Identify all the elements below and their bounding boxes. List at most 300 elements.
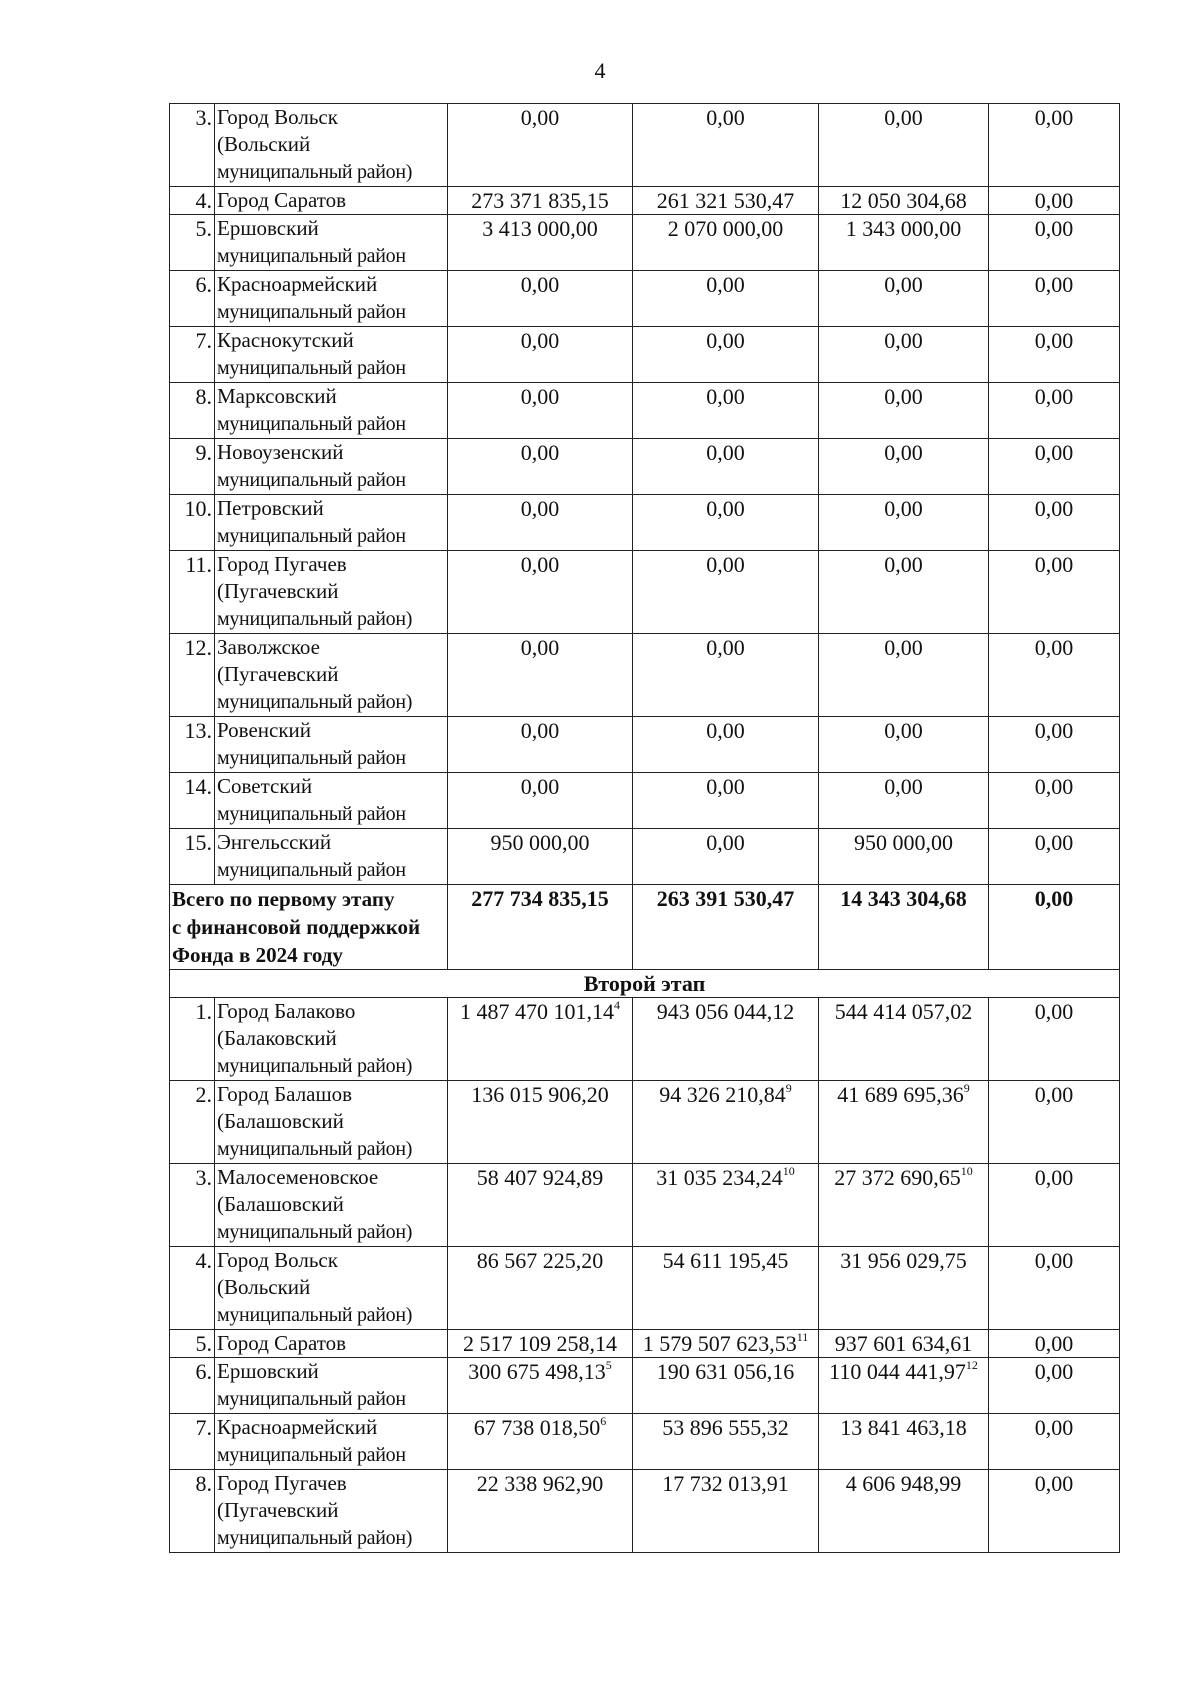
regional-cell <box>819 327 989 383</box>
total-cost-cell <box>448 551 633 634</box>
regional-cell-text: 0,00 <box>884 635 923 660</box>
municipality-name <box>215 271 448 327</box>
local-cell-text: 0,00 <box>1034 1248 1074 1273</box>
name-line: муниципальный район <box>217 1388 406 1410</box>
total-cost-cell <box>448 773 633 829</box>
fund-cell-text: 0,00 <box>706 774 745 799</box>
stage2-title: Второй этап <box>170 970 1120 998</box>
local-cell <box>989 829 1120 885</box>
municipality-name <box>215 829 448 885</box>
regional-cell-text: 14 343 304,68 <box>840 886 967 911</box>
name-line: Энгельсский <box>217 830 332 854</box>
name-line: (Вольский <box>217 1275 311 1299</box>
name-line: муниципальный район <box>217 525 406 547</box>
municipality-name <box>215 717 448 773</box>
stage2-row <box>170 1470 1120 1553</box>
total-cost-cell <box>448 215 633 271</box>
fund-cell-text: 0,00 <box>706 272 745 297</box>
row-number: 5. <box>170 215 215 271</box>
local-cell <box>989 1358 1120 1414</box>
fund-cell-text: 0,00 <box>706 384 745 409</box>
local-cell-text: 0,00 <box>1034 1471 1074 1496</box>
name-line: Красноармейский <box>217 1415 378 1439</box>
total-cost-cell <box>448 187 633 215</box>
name-line: Советский <box>217 774 313 798</box>
regional-cell-text: 0,00 <box>884 718 923 743</box>
municipality-name <box>215 998 448 1081</box>
municipality-name <box>215 1414 448 1470</box>
footnote-mark: 5 <box>605 1358 612 1372</box>
total-cost-cell-text: 1 487 470 101,14 <box>460 999 614 1024</box>
fund-cell <box>633 998 819 1081</box>
regional-cell <box>819 1358 989 1414</box>
local-cell <box>989 383 1120 439</box>
total-cost-cell-text: 0,00 <box>520 328 560 353</box>
name-line: муниципальный район <box>217 357 406 379</box>
fund-cell-text: 0,00 <box>706 830 745 855</box>
regional-cell <box>819 104 989 187</box>
municipality-name <box>215 215 448 271</box>
name-line: муниципальный район) <box>217 1138 413 1160</box>
name-line: (Вольский <box>217 132 311 156</box>
stage2-row <box>170 1164 1120 1247</box>
local-cell-text: 0,00 <box>1034 999 1074 1024</box>
name-line: Заволжское <box>217 635 320 659</box>
stage1-row <box>170 495 1120 551</box>
name-line: Город Саратов <box>217 1331 347 1355</box>
total-cost-cell-text: 86 567 225,20 <box>476 1248 604 1273</box>
footnote-mark: 9 <box>785 1081 792 1095</box>
name-line: (Пугачевский <box>217 579 339 603</box>
fund-cell <box>633 1414 819 1470</box>
row-number: 14. <box>170 773 215 829</box>
regional-cell <box>819 215 989 271</box>
name-line: Ершовский <box>217 1359 319 1383</box>
footnote-mark: 4 <box>614 998 620 1012</box>
regional-cell <box>819 439 989 495</box>
local-cell-text: 0,00 <box>1034 774 1074 799</box>
regional-cell-text: 0,00 <box>884 440 923 465</box>
fund-cell <box>633 104 819 187</box>
regional-cell-text: 0,00 <box>884 384 923 409</box>
local-cell <box>989 1081 1120 1164</box>
local-cell <box>989 495 1120 551</box>
name-line: Петровский <box>217 496 324 520</box>
name-line: (Балаковский <box>217 1026 337 1050</box>
name-line: Город Пугачев <box>217 552 347 576</box>
fund-cell-text: 31 035 234,24 <box>656 1165 783 1190</box>
row-number: 15. <box>170 829 215 885</box>
regional-cell <box>819 1414 989 1470</box>
total-cost-cell <box>448 104 633 187</box>
regional-cell-text: 937 601 634,61 <box>834 1331 973 1356</box>
stage1-row <box>170 634 1120 717</box>
footnote-mark: 10 <box>960 1164 973 1178</box>
stage1-row <box>170 327 1120 383</box>
local-cell <box>989 1414 1120 1470</box>
local-cell-text: 0,00 <box>1034 496 1074 521</box>
local-cell-text: 0,00 <box>1034 440 1074 465</box>
municipality-name <box>215 439 448 495</box>
fund-cell <box>633 1081 819 1164</box>
local-cell <box>989 717 1120 773</box>
local-cell <box>989 104 1120 187</box>
name-line: Город Вольск <box>217 105 338 129</box>
municipality-name <box>215 495 448 551</box>
name-line: муниципальный район <box>217 301 406 323</box>
row-number: 4. <box>170 187 215 215</box>
fund-cell-text: 0,00 <box>706 635 745 660</box>
row-number: 3. <box>170 104 215 187</box>
local-cell-text: 0,00 <box>1034 886 1074 911</box>
name-line: муниципальный район) <box>217 691 413 713</box>
municipality-name <box>215 104 448 187</box>
name-line: Ершовский <box>217 216 319 240</box>
regional-cell-text: 13 841 463,18 <box>840 1415 967 1440</box>
row-number: 13. <box>170 717 215 773</box>
fund-cell-text: 0,00 <box>706 496 745 521</box>
footnote-mark: 11 <box>796 1330 809 1344</box>
regional-cell <box>819 634 989 717</box>
regional-cell <box>819 1470 989 1553</box>
fund-cell <box>633 383 819 439</box>
regional-cell <box>819 383 989 439</box>
stage2-row <box>170 998 1120 1081</box>
total-cost-cell <box>448 885 633 970</box>
regional-cell-text: 41 689 695,36 <box>837 1082 964 1107</box>
regional-cell <box>819 717 989 773</box>
regional-cell <box>819 829 989 885</box>
fund-cell-text: 263 391 530,47 <box>656 886 795 911</box>
regional-cell-text: 544 414 057,02 <box>834 999 973 1024</box>
fund-cell-text: 261 321 530,47 <box>656 188 795 213</box>
name-line: муниципальный район <box>217 1444 406 1466</box>
local-cell-text: 0,00 <box>1034 328 1074 353</box>
footnote-mark: 9 <box>963 1081 970 1095</box>
stage1-row <box>170 439 1120 495</box>
name-line: Марксовский <box>217 384 337 408</box>
fund-cell <box>633 495 819 551</box>
regional-cell <box>819 1081 989 1164</box>
total-cost-cell <box>448 1414 633 1470</box>
row-number: 8. <box>170 1470 215 1553</box>
municipality-name <box>215 1164 448 1247</box>
stage2-row <box>170 1414 1120 1470</box>
total-cost-cell <box>448 383 633 439</box>
row-number: 7. <box>170 1414 215 1470</box>
name-line: муниципальный район) <box>217 608 413 630</box>
local-cell-text: 0,00 <box>1034 1165 1074 1190</box>
name-line: муниципальный район <box>217 469 406 491</box>
regional-cell-text: 0,00 <box>884 272 923 297</box>
regional-cell <box>819 1164 989 1247</box>
fund-cell <box>633 885 819 970</box>
total-cost-cell-text: 0,00 <box>520 272 560 297</box>
local-cell-text: 0,00 <box>1034 1415 1074 1440</box>
municipality-name <box>215 634 448 717</box>
total-cost-cell-text: 136 015 906,20 <box>471 1082 609 1107</box>
total-label-line: Всего по первому этапу <box>172 887 395 911</box>
stage1-row <box>170 104 1120 187</box>
total-cost-cell-text: 0,00 <box>520 635 560 660</box>
name-line: Город Балаково <box>217 999 356 1023</box>
regional-cell <box>819 1247 989 1330</box>
total-label <box>170 885 448 970</box>
municipality-name <box>215 187 448 215</box>
stage1-row <box>170 717 1120 773</box>
local-cell <box>989 885 1120 970</box>
total-row <box>170 885 1120 970</box>
municipality-name <box>215 773 448 829</box>
total-cost-cell-text: 950 000,00 <box>490 830 590 855</box>
regional-cell-text: 4 606 948,99 <box>845 1471 962 1496</box>
total-label-line: с финансовой поддержкой <box>172 915 421 939</box>
fund-cell <box>633 327 819 383</box>
total-cost-cell-text: 0,00 <box>520 718 560 743</box>
total-cost-cell-text: 0,00 <box>520 105 560 130</box>
total-cost-cell-text: 58 407 924,89 <box>476 1165 604 1190</box>
total-cost-cell <box>448 1330 633 1358</box>
municipality-name <box>215 551 448 634</box>
regional-cell-text: 950 000,00 <box>854 830 953 855</box>
page-number: 4 <box>594 58 606 83</box>
local-cell-text: 0,00 <box>1034 635 1074 660</box>
name-line: Город Пугачев <box>217 1471 347 1495</box>
fund-cell-text: 0,00 <box>706 718 745 743</box>
total-cost-cell-text: 2 517 109 258,14 <box>463 1331 617 1356</box>
fund-cell <box>633 215 819 271</box>
municipality-name <box>215 1330 448 1358</box>
local-cell <box>989 551 1120 634</box>
fund-cell <box>633 551 819 634</box>
fund-cell <box>633 439 819 495</box>
stage1-row <box>170 551 1120 634</box>
stage1-row <box>170 215 1120 271</box>
fund-cell-text: 53 896 555,32 <box>662 1415 789 1440</box>
stage1-row <box>170 829 1120 885</box>
name-line: муниципальный район <box>217 803 406 825</box>
name-line: Красноармейский <box>217 272 378 296</box>
total-cost-cell-text: 273 371 835,15 <box>471 188 609 213</box>
municipality-name <box>215 1081 448 1164</box>
total-cost-cell-text: 0,00 <box>520 440 560 465</box>
local-cell <box>989 1470 1120 1553</box>
name-line: Новоузенский <box>217 440 344 464</box>
fund-cell <box>633 717 819 773</box>
row-number: 9. <box>170 439 215 495</box>
name-line: Город Балашов <box>217 1082 353 1106</box>
total-label-line: Фонда в 2024 году <box>172 943 343 967</box>
fund-cell <box>633 1470 819 1553</box>
fund-cell-text: 0,00 <box>706 105 745 130</box>
regional-cell <box>819 551 989 634</box>
fund-cell <box>633 1164 819 1247</box>
footnote-mark: 6 <box>600 1414 607 1428</box>
total-cost-cell <box>448 998 633 1081</box>
local-cell-text: 0,00 <box>1034 188 1074 213</box>
regional-cell <box>819 271 989 327</box>
total-cost-cell <box>448 1358 633 1414</box>
regional-cell-text: 0,00 <box>884 552 923 577</box>
row-number: 3. <box>170 1164 215 1247</box>
total-cost-cell <box>448 439 633 495</box>
local-cell <box>989 187 1120 215</box>
stage2-row <box>170 1247 1120 1330</box>
fund-cell-text: 94 326 210,84 <box>659 1082 786 1107</box>
total-cost-cell <box>448 327 633 383</box>
regional-cell-text: 110 044 441,97 <box>829 1359 966 1384</box>
local-cell-text: 0,00 <box>1034 384 1074 409</box>
name-line: Город Вольск <box>217 1248 338 1272</box>
name-line: Город Саратов <box>217 188 347 212</box>
stage1-row <box>170 187 1120 215</box>
municipality-name <box>215 327 448 383</box>
stage1-row <box>170 271 1120 327</box>
stage1-row <box>170 383 1120 439</box>
local-cell-text: 0,00 <box>1034 272 1074 297</box>
row-number: 4. <box>170 1247 215 1330</box>
row-number: 6. <box>170 271 215 327</box>
name-line: Ровенский <box>217 718 312 742</box>
regional-cell-text: 0,00 <box>884 328 923 353</box>
name-line: Краснокутский <box>217 328 354 352</box>
total-cost-cell-text: 277 734 835,15 <box>471 886 609 911</box>
regional-cell <box>819 1330 989 1358</box>
fund-cell-text: 0,00 <box>706 328 745 353</box>
name-line: муниципальный район) <box>217 1221 413 1243</box>
stage2-row <box>170 1330 1120 1358</box>
municipality-name <box>215 383 448 439</box>
fund-cell <box>633 1247 819 1330</box>
name-line: муниципальный район <box>217 859 406 881</box>
name-line: муниципальный район) <box>217 1527 413 1549</box>
row-number: 7. <box>170 327 215 383</box>
fund-cell <box>633 271 819 327</box>
fund-cell-text: 190 631 056,16 <box>656 1359 795 1384</box>
regional-cell <box>819 885 989 970</box>
total-cost-cell-text: 0,00 <box>520 496 560 521</box>
municipality-name <box>215 1247 448 1330</box>
total-cost-cell <box>448 1470 633 1553</box>
total-cost-cell <box>448 1164 633 1247</box>
name-line: (Пугачевский <box>217 662 339 686</box>
regional-cell <box>819 187 989 215</box>
row-number: 10. <box>170 495 215 551</box>
local-cell <box>989 1330 1120 1358</box>
fund-cell <box>633 634 819 717</box>
municipality-name <box>215 1358 448 1414</box>
local-cell <box>989 634 1120 717</box>
local-cell-text: 0,00 <box>1034 105 1074 130</box>
fund-cell-text: 943 056 044,12 <box>656 999 795 1024</box>
regional-cell-text: 0,00 <box>884 774 923 799</box>
row-number: 5. <box>170 1330 215 1358</box>
footnote-mark: 10 <box>782 1164 795 1178</box>
row-number: 8. <box>170 383 215 439</box>
row-number: 2. <box>170 1081 215 1164</box>
fund-cell-text: 17 732 013,91 <box>662 1471 789 1496</box>
regional-cell <box>819 773 989 829</box>
name-line: муниципальный район) <box>217 1304 413 1326</box>
total-cost-cell-text: 0,00 <box>520 774 560 799</box>
fund-cell-text: 54 611 195,45 <box>662 1248 789 1273</box>
regional-cell <box>819 495 989 551</box>
regional-cell <box>819 998 989 1081</box>
total-cost-cell-text: 0,00 <box>520 552 560 577</box>
fund-cell <box>633 1358 819 1414</box>
local-cell <box>989 998 1120 1081</box>
total-cost-cell <box>448 1247 633 1330</box>
local-cell-text: 0,00 <box>1034 1082 1074 1107</box>
fund-cell-text: 0,00 <box>706 440 745 465</box>
fund-cell <box>633 1330 819 1358</box>
local-cell <box>989 1247 1120 1330</box>
row-number: 12. <box>170 634 215 717</box>
total-cost-cell <box>448 717 633 773</box>
funding-table <box>169 103 1120 1553</box>
footnote-mark: 12 <box>965 1358 978 1372</box>
regional-cell-text: 31 956 029,75 <box>840 1248 967 1273</box>
local-cell-text: 0,00 <box>1034 552 1074 577</box>
municipality-name <box>215 1470 448 1553</box>
local-cell-text: 0,00 <box>1034 216 1074 241</box>
fund-cell <box>633 829 819 885</box>
stage2-header-row <box>170 970 1120 998</box>
local-cell-text: 0,00 <box>1034 718 1074 743</box>
stage2-row <box>170 1081 1120 1164</box>
fund-cell <box>633 187 819 215</box>
local-cell-text: 0,00 <box>1034 1359 1074 1384</box>
total-cost-cell-text: 3 413 000,00 <box>482 216 598 241</box>
total-cost-cell-text: 300 675 498,13 <box>468 1359 606 1384</box>
name-line: муниципальный район <box>217 413 406 435</box>
total-cost-cell <box>448 1081 633 1164</box>
fund-cell <box>633 773 819 829</box>
fund-cell-text: 0,00 <box>706 552 745 577</box>
total-cost-cell <box>448 634 633 717</box>
name-line: муниципальный район <box>217 747 406 769</box>
local-cell <box>989 271 1120 327</box>
regional-cell-text: 1 343 000,00 <box>845 216 962 241</box>
regional-cell-text: 27 372 690,65 <box>834 1165 961 1190</box>
stage1-row <box>170 773 1120 829</box>
row-number: 6. <box>170 1358 215 1414</box>
name-line: Малосеменовское <box>217 1165 379 1189</box>
local-cell <box>989 773 1120 829</box>
name-line: (Балашовский <box>217 1109 344 1133</box>
stage2-row <box>170 1358 1120 1414</box>
total-cost-cell-text: 0,00 <box>520 384 560 409</box>
total-cost-cell-text: 22 338 962,90 <box>476 1471 604 1496</box>
total-cost-cell <box>448 829 633 885</box>
total-cost-cell <box>448 495 633 551</box>
name-line: муниципальный район <box>217 245 406 267</box>
fund-cell-text: 2 070 000,00 <box>667 216 784 241</box>
local-cell-text: 0,00 <box>1034 830 1074 855</box>
regional-cell-text: 0,00 <box>884 105 923 130</box>
local-cell <box>989 439 1120 495</box>
name-line: (Балашовский <box>217 1192 344 1216</box>
row-number: 11. <box>170 551 215 634</box>
regional-cell-text: 0,00 <box>884 496 923 521</box>
total-cost-cell-text: 67 738 018,50 <box>473 1415 601 1440</box>
total-cost-cell <box>448 271 633 327</box>
name-line: муниципальный район) <box>217 1055 413 1077</box>
fund-cell-text: 1 579 507 623,53 <box>642 1331 797 1356</box>
local-cell <box>989 215 1120 271</box>
name-line: (Пугачевский <box>217 1498 339 1522</box>
local-cell-text: 0,00 <box>1034 1331 1074 1356</box>
